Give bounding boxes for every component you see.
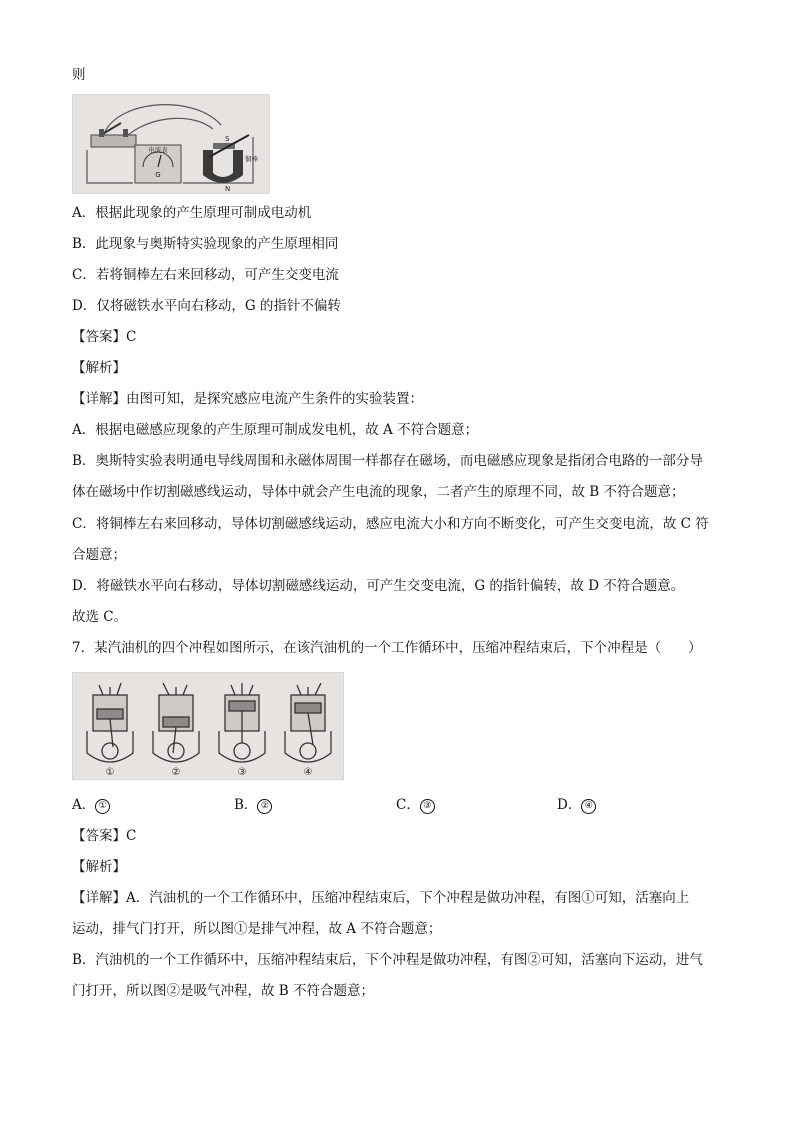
q6-option-d: D．仅将磁铁水平向右移动，G 的指针不偏转 <box>72 298 341 314</box>
q6-detail-line: 【详解】由图可知，是探究感应电流产生条件的实验装置： <box>72 391 423 407</box>
ammeter-label: 电流表 <box>148 146 168 154</box>
q7-detail-line: 运动，排气门打开，所以图①是排气冲程，故 A 不符合题意； <box>72 921 442 937</box>
q6-answer: 【答案】C <box>72 329 137 345</box>
q7-option-b-circle: ② <box>257 799 272 814</box>
q7-option-a <box>72 796 110 814</box>
induction-apparatus-illustration <box>73 95 269 193</box>
q7-option-a-circle: ① <box>95 799 110 814</box>
q7-engine-strokes-figure <box>72 672 344 780</box>
engine-label-1: ① <box>105 767 115 778</box>
engine-label-2: ② <box>171 767 181 778</box>
q6-option-c: C．若将铜棒左右来回移动，可产生交变电流 <box>72 267 339 283</box>
q7-detail-line: B．汽油机的一个工作循环中，压缩冲程结束后，下个冲程是做功冲程，有图②可知，活塞向下运动，进气 <box>72 952 703 968</box>
q7-stem: 7．某汽油机的四个冲程如图所示，在该汽油机的一个工作循环中，压缩冲程结束后，下个冲程是（ ） <box>72 640 702 656</box>
q7-option-d-circle: ④ <box>581 799 596 814</box>
q6-detail-line: B．奥斯特实验表明通电导线周围和永磁体周围一样都存在磁场，而电磁感应现象是指闭合电路的一部分导 <box>72 453 703 469</box>
q6-option-a: A．根据此现象的产生原理可制成电动机 <box>72 205 312 221</box>
q6-detail-line: 体在磁场中作切割磁感线运动，导体中就会产生电流的现象，二者产生的原理不同，故 B 不符合题意； <box>72 484 685 500</box>
q7-option-b-letter: B． <box>234 797 258 813</box>
q6-induction-figure <box>72 94 270 194</box>
magnet-s-label: S <box>225 135 230 143</box>
copper-rod-label: 铜棒 <box>245 155 258 163</box>
q6-analysis-title: 【解析】 <box>72 360 126 376</box>
q7-analysis-title: 【解析】 <box>72 859 126 875</box>
q6-detail-line: 合题意； <box>72 547 126 563</box>
q7-option-a-letter: A． <box>72 797 96 813</box>
q7-detail-line: 门打开，所以图②是吸气冲程，故 B 不符合题意； <box>72 983 375 999</box>
galvanometer-g-label: G <box>155 171 161 179</box>
q7-detail-line: 【详解】A．汽油机的一个工作循环中，压缩冲程结束后，下个冲程是做功冲程，有图①可知，活塞向上 <box>72 890 690 906</box>
q7-option-d-letter: D． <box>557 797 582 813</box>
four-stroke-engine-illustration <box>73 673 343 779</box>
magnet-n-label: N <box>225 185 231 193</box>
q6-detail-line: C．将铜棒左右来回移动，导体切割磁感线运动，感应电流大小和方向不断变化，可产生交变电流，故 C 符 <box>72 516 709 532</box>
q7-answer: 【答案】C <box>72 828 137 844</box>
q6-option-b: B．此现象与奥斯特实验现象的产生原理相同 <box>72 236 339 252</box>
engine-label-4: ④ <box>303 767 313 778</box>
engine-label-3: ③ <box>237 767 247 778</box>
q6-detail-line: 故选 C。 <box>72 609 128 625</box>
q7-option-c-letter: C． <box>396 797 420 813</box>
q6-stem-tail: 则 <box>72 67 86 83</box>
q7-option-d <box>557 796 596 814</box>
q6-detail-line: D．将磁铁水平向右移动，导体切割磁感线运动，可产生交变电流，G 的指针偏转，故 D 不符合题意。 <box>72 578 685 594</box>
q7-option-c-circle: ③ <box>420 799 435 814</box>
q7-option-b <box>234 796 272 814</box>
q6-detail-line: A．根据电磁感应现象的产生原理可制成发电机，故 A 不符合题意； <box>72 422 479 438</box>
q7-option-c <box>396 796 435 814</box>
